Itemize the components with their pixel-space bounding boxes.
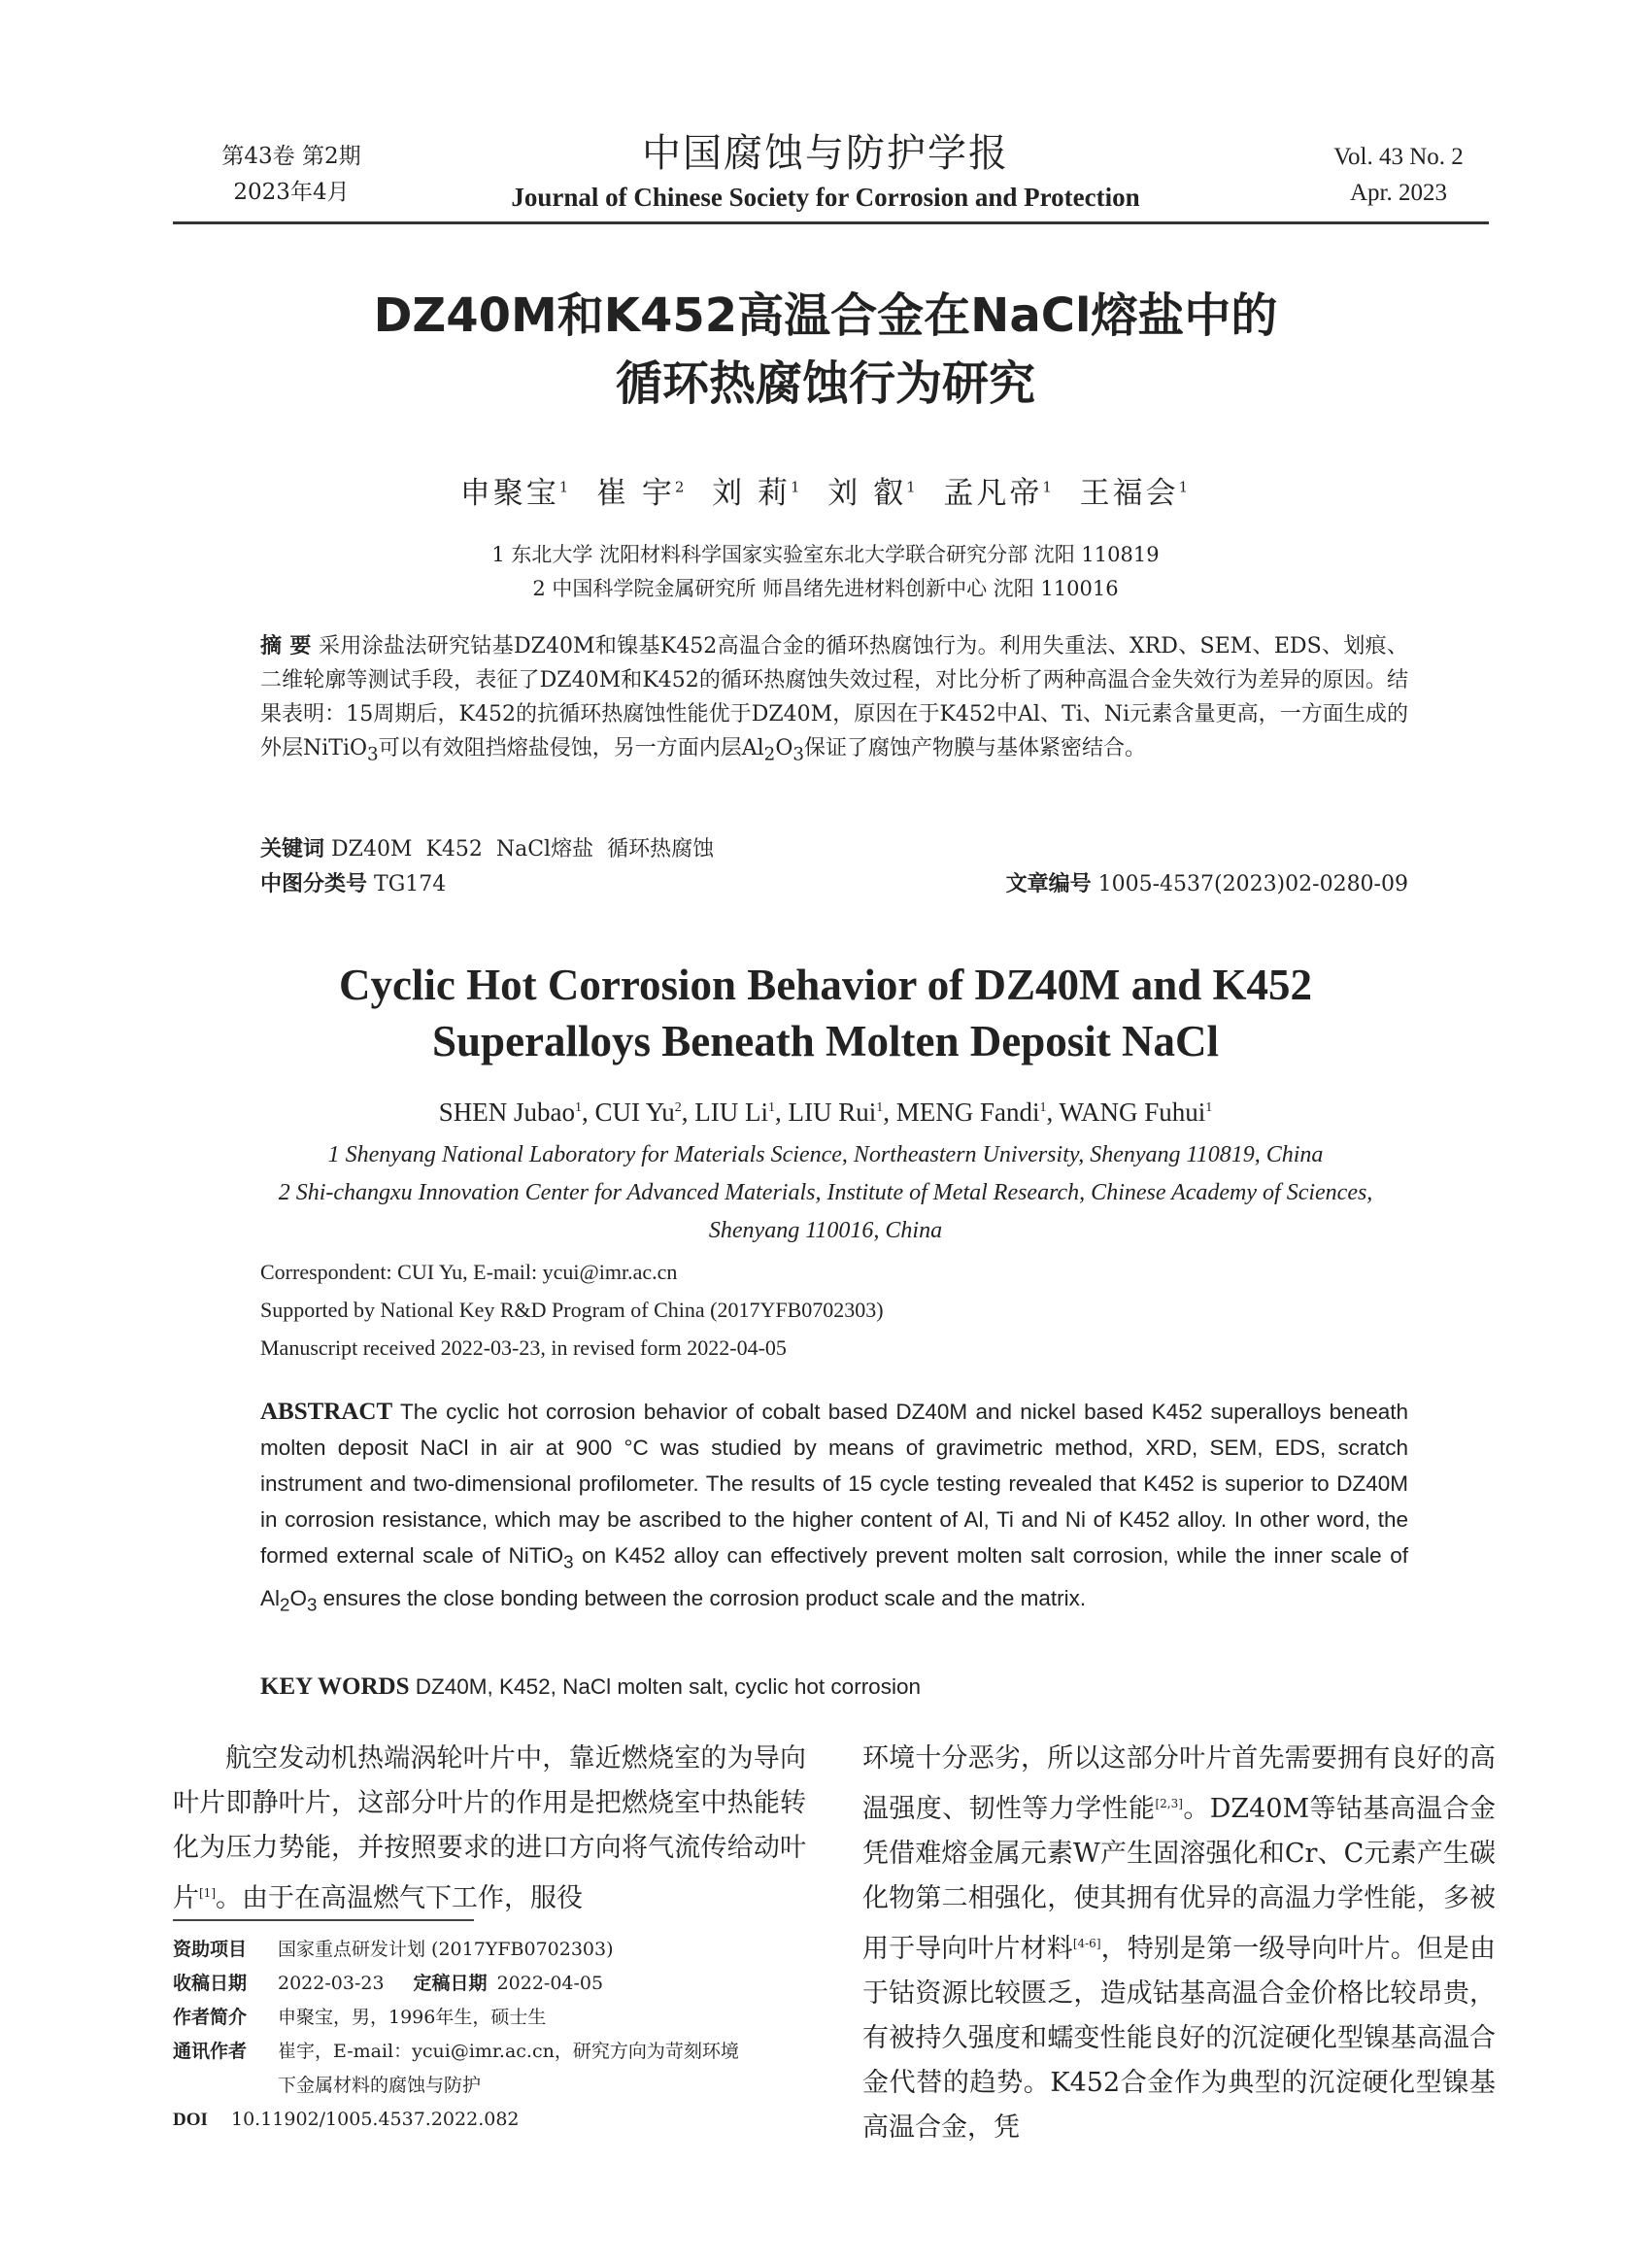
author-cn: 刘 叡$^1$ (827, 476, 919, 511)
footnote-dates: 收稿日期 2022-03-23 定稿日期 2022-04-05 (173, 1973, 604, 1994)
affiliation-cn-1: 1 东北大学 沈阳材料科学国家实验室东北大学联合研究分部 沈阳 110819 (491, 543, 1160, 566)
body-paragraph: 环境十分恶劣，所以这部分叶片首先需要拥有良好的高温强度、韧性等力学性能[2,3]。DZ40M等钴基高温合金凭借难熔金属元素W产生固溶强化和Cr、C元素产生碳化物第二相强化，使其拥有优异的高温力学性能，多被用于导向叶片材料[4-6]，特别是第一级导向叶片。但是由于钴资源比较匮乏，造成钴基高温合金价格比较昂贵，有被持久强度和蠕变性能良好的沉淀硬化型镍基高温合金代替的趋势。K452合金作为典型的沉淀硬化型镍基高温合金，凭 (862, 1743, 1497, 2143)
title-en-line2: Superalloys Beneath Molten Deposit NaCl (432, 1017, 1219, 1065)
abstract-cn-label: 摘 要 (260, 634, 312, 659)
clc-value: TG174 (374, 872, 447, 896)
affiliation-en-2: 2 Shi-changxu Innovation Center for Advanced Materials, Institute of Metal Research, Chinese Academy of Sciences, Shenyang 110016, China (278, 1180, 1373, 1243)
author-cn: 刘 莉$^1$ (712, 476, 803, 511)
author-en: LIU Li$^1$ (694, 1098, 775, 1127)
volume-issue-en: Vol. 43 No. 2 (1333, 144, 1464, 170)
header-divider (173, 221, 1489, 224)
footnote-doi: DOI 10.11902/1005.4537.2022.082 (173, 2103, 814, 2137)
citation: [2,3] (1155, 1797, 1183, 1810)
footnote-divider (173, 1919, 474, 1921)
clc-label: 中图分类号 (260, 872, 368, 896)
keywords-cn-label: 关键词 (260, 837, 325, 862)
title-cn (146, 282, 1505, 418)
author-cn: 孟凡帝$^1$ (943, 476, 1055, 511)
title-cn-line1: DZ40M和K452高温合金在NaCl熔盐中的 (373, 288, 1278, 343)
title-en-line1: Cyclic Hot Corrosion Behavior of DZ40M and K452 (338, 961, 1313, 1009)
footnote (173, 1933, 814, 2137)
keywords-en-label: KEY WORDS (260, 1673, 410, 1700)
funding-en: Supported by National Key R&D Program of China (2017YFB0702303) (260, 1298, 884, 1322)
footnote-bio: 作者简介 申聚宝，男，1996年生，硕士生 (173, 2007, 547, 2028)
article-info-en (260, 1253, 1408, 1367)
header-volume-en (1292, 139, 1505, 211)
affiliation-cn-2: 2 中国科学院金属研究所 师昌绪先进材料创新中心 沈阳 110016 (532, 577, 1119, 600)
footnote-contact: 通讯作者 崔宇，E-mail：ycui@imr.ac.cn，研究方向为苛刻环境下金属材料的腐蚀与防护 (173, 2041, 739, 2096)
correspondent: Correspondent: CUI Yu, E-mail: ycui@imr.ac.cn (260, 1260, 678, 1284)
header-volume-cn (194, 139, 388, 211)
author-en: WANG Fuhui$^1$ (1059, 1098, 1213, 1127)
citation: [4-6] (1072, 1937, 1101, 1950)
abstract-en: ABSTRACT The cyclic hot corrosion behavior of cobalt based DZ40M and nickel based K452 superalloys beneath molten deposit NaCl in air at 900 °C was studied by means of gravimetric method, XRD, SEM, EDS, scratch instrument and two-dimensional profilometer. The results of 15 cycle testing revealed that K452 is superior to DZ40M in corrosion resistance, which may be ascribed to the higher content of Al, Ti and Ni of K452 alloy. In other word, the formed external scale of NiTiO$_3$ on K452 alloy can effectively prevent molten salt corrosion, while the inner scale of $Al_2O_3$ ensures the close bonding between the corrosion product scale and the matrix. (260, 1399, 1408, 1614)
affiliation-en-1: 1 Shenyang National Laboratory for Materials Science, Northeastern University, Shenyang 110819, China (327, 1142, 1324, 1167)
manuscript-dates: Manuscript received 2022-03-23, in revised form 2022-04-05 (260, 1335, 787, 1360)
article-number-value: 1005-4537(2023)02-0280-09 (1097, 872, 1408, 896)
abstract-cn: 摘 要 采用涂盐法研究钴基DZ40M和镍基K452高温合金的循环热腐蚀行为。利用失重法、XRD、SEM、EDS、划痕、二维轮廓等测试手段，表征了DZ40M和K452的循环热腐蚀失效过程，对比分析了两种高温合金失效行为差异的原因。结果表明：15周期后，K452的抗循环热腐蚀性能优于DZ40M，原因在于K452中Al、Ti、Ni元素含量更高，一方面生成的外层NiTiO$_3$可以有效阻挡熔盐侵蚀，另一方面内层$Al_2O_3$保证了腐蚀产物膜与基体紧密结合。 (260, 634, 1408, 765)
journal-name-en: Journal of Chinese Society for Corrosion and Protection (511, 183, 1140, 212)
author-en: MENG Fandi$^1$ (895, 1098, 1047, 1127)
keywords-en-value: DZ40M, K452, NaCl molten salt, cyclic hot corrosion (415, 1674, 921, 1699)
journal-name-cn: 中国腐蚀与防护学报 (642, 131, 1009, 176)
authors-cn (146, 468, 1505, 512)
author-cn: 王福会$^1$ (1079, 476, 1192, 511)
journal-header (388, 128, 1263, 216)
abstract-en-label: ABSTRACT (260, 1399, 393, 1425)
body-column-left (173, 1737, 806, 1921)
keywords-cn (260, 833, 1408, 866)
classification-row (260, 868, 1408, 901)
author-en: CUI Yu$^2$ (594, 1098, 682, 1127)
body-paragraph: 航空发动机热端涡轮叶片中，靠近燃烧室的为导向叶片即静叶片，这部分叶片的作用是把燃烧室中热能转化为压力势能，并按照要求的进口方向将气流传给动叶片[1]。由于在高温燃气下工作，服役 (173, 1743, 806, 1913)
article-number (1006, 868, 1408, 901)
doi-value: 10.11902/1005.4537.2022.082 (231, 2109, 520, 2130)
citation: [1] (199, 1886, 216, 1900)
authors-en: SHEN Jubao$^1$, CUI Yu$^2$, LIU Li$^1$, LIU Rui$^1$, MENG Fandi$^1$, WANG Fuhui$^1$ (438, 1098, 1213, 1127)
article-number-label: 文章编号 (1005, 872, 1092, 896)
title-cn-line2: 循环热腐蚀行为研究 (615, 356, 1035, 411)
body-column-right (862, 1737, 1496, 2150)
author-en: LIU Rui$^1$ (788, 1098, 884, 1127)
date-en: Apr. 2023 (1350, 180, 1447, 206)
author-en: SHEN Jubao$^1$ (438, 1098, 582, 1127)
footnote-funding: 资助项目 国家重点研发计划 (2017YFB0702303) (173, 1939, 614, 1960)
author-cn: 申聚宝$^1$ (459, 476, 572, 511)
author-cn: 崔 宇$^2$ (596, 476, 688, 511)
title-en (146, 957, 1505, 1069)
volume-issue-cn: 第43卷 第2期 (221, 144, 361, 169)
date-cn: 2023年4月 (233, 180, 350, 205)
keywords-en (260, 1673, 1408, 1701)
keywords-cn-value: DZ40M K452 NaCl熔盐 循环热腐蚀 (331, 837, 715, 862)
affiliations-en (272, 1136, 1379, 1250)
